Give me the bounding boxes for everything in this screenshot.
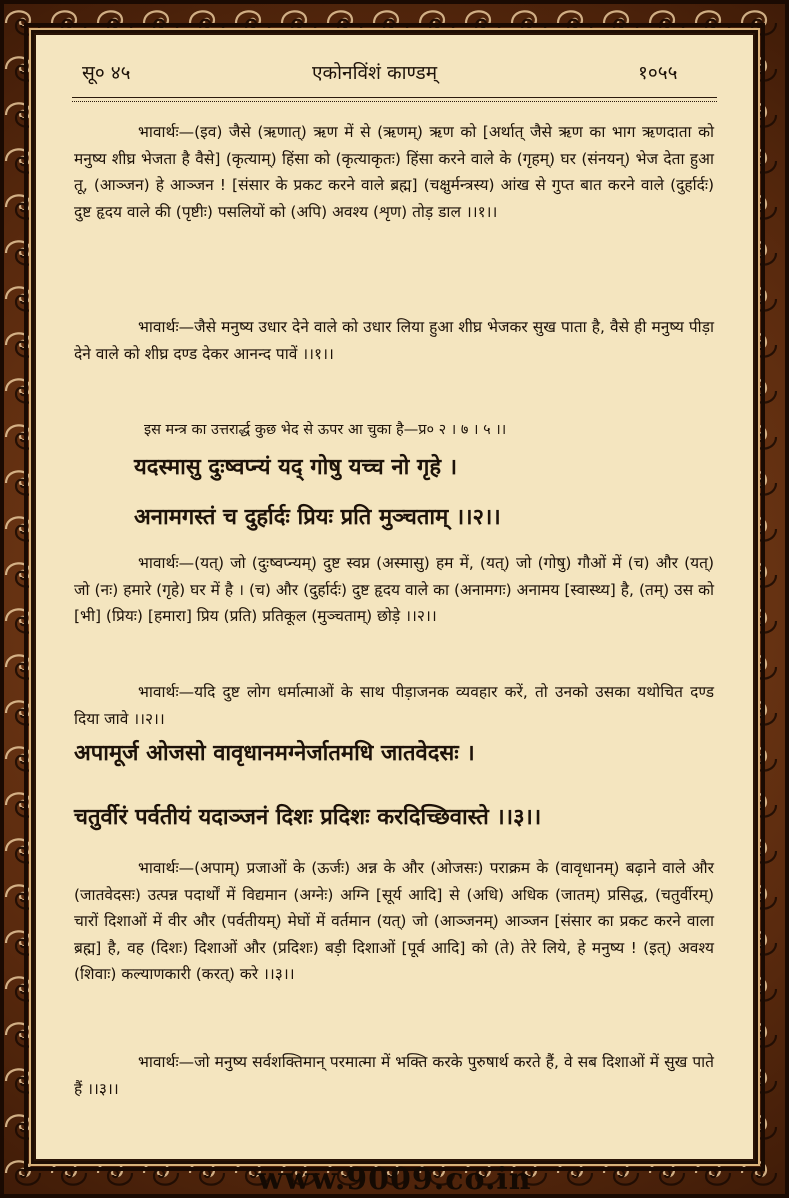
mantra-2-line-1: यदस्मासु दुःष्वप्न्यं यद् गोषु यच्च नो गृहे । — [134, 455, 458, 480]
page-number: १०५५ — [638, 62, 678, 84]
page-header — [34, 59, 755, 89]
note-line: इस मन्त्र का उत्तरार्द्ध कुछ भेद से ऊपर आ चुका है—प्र० २ । ७ । ५ ।। — [144, 422, 507, 438]
mantra-3-line-2: चतुर्वीरं पर्वतीयं यदाञ्जनं दिशः प्रदिशः करदिच्छिवास्ते ।।३।। — [74, 805, 542, 830]
bhavarth-summary-2: भावार्थः—यदि दुष्ट लोग धर्मात्माओं के साथ पीड़ाजनक व्यवहार करें, तो उनको उसका यथोचित दण्ड दिया जावे ।।२।। — [74, 683, 714, 728]
bhavarth-3: भावार्थः—(अपाम्) प्रजाओं के (ऊर्जः) अन्न के और (ओजसः) पराक्रम के (वावृधानम्) बढ़ाने वाले और (जातवेदसः) उत्पन्न पदार्थों में विद्यमान (अग्नेः) अग्नि [सूर्य आदि] से (अधि) अधिक (जातम्) प्रसिद्ध, (चतुर्वीरम्) चारों दिशाओं में वीर और (पर्वतीयम्) मेघों में वर्तमान (यत्) जो (आञ्जनम्) आञ्जन [संसार का प्रकट करने वाला ब्रह्म] है, वह (दिशः) दिशाओं और (प्रदिशः) बड़ी दिशाओं [पूर्व आदि] को (ते) तेरे लिये, हे मनुष्य ! (इत्) अवश्य (शिवाः) कल्याणकारी (करत्) करे ।।३।। — [74, 859, 714, 983]
header-rule-dotted — [72, 101, 717, 102]
bhavarth-summary-3: भावार्थः—जो मनुष्य सर्वशक्तिमान् परमात्मा में भक्ति करके पुरुषार्थ करते हैं, वे सब दिशाओं में सुख पाते हैं ।।३।। — [74, 1053, 714, 1098]
sukta-number: सू० ४५ — [82, 62, 131, 84]
bhavarth-summary-1: भावार्थः—जैसे मनुष्य उधार देने वाले को उधार लिया हुआ शीघ्र भेजकर सुख पाता है, वैसे ही मनुष्य पीड़ा देने वाले को शीघ्र दण्ड देकर आनन्द पावें ।।१।। — [74, 318, 714, 363]
header-rule — [72, 97, 717, 98]
mantra-3-line-1: अपामूर्ज ओजसो वावृधानमग्नेर्जातमधि जातवेदसः । — [74, 741, 475, 766]
mantra-2-line-2: अनामगस्तं च दुर्हार्दः प्रियः प्रति मुञ्चताम् ।।२।। — [134, 505, 501, 530]
site-watermark: www.9009.co.in — [257, 1162, 532, 1197]
page-content — [34, 33, 755, 1161]
kanda-title: एकोनविंशं काण्डम् — [312, 62, 438, 84]
bhavarth-2: भावार्थः—(यत्) जो (दुःष्वप्न्यम्) दुष्ट स्वप्न (अस्मासु) हम में, (यत्) जो (गोषु) गौओं में (च) और (यत्) जो (नः) हमारे (गृहे) घर में है । (च) और (दुर्हार्दः) दुष्ट हृदय वाले का (अनामगः) अनामय [स्वास्थ्य] है, (तम्) उस को [भी] (प्रियः) [हमारा] प्रिय (प्रति) प्रतिकूल (मुञ्चताम्) छोड़े ।।२।। — [74, 554, 714, 625]
bhavarth-1: भावार्थः—(इव) जैसे (ऋणात्) ऋण में से (ऋणम्) ऋण को [अर्थात् जैसे ऋण का भाग ऋणदाता को मनुष्य शीघ्र भेजता है वैसे] (कृत्याम्) हिंसा को (कृत्याकृतः) हिंसा करने वाले के (गृहम्) घर (संनयन्) भेज देता हुआ तू, (आञ्जन) हे आञ्जन ! [संसार के प्रकट करने वाले ब्रह्म] (चक्षुर्मन्त्रस्य) आंख से गुप्त बात करने वाले (दुर्हार्दः) दुष्ट हृदय वाले की (पृष्टीः) पसलियों को (अपि) अवश्य (शृण) तोड़ डाल ।।१।। — [74, 123, 714, 221]
